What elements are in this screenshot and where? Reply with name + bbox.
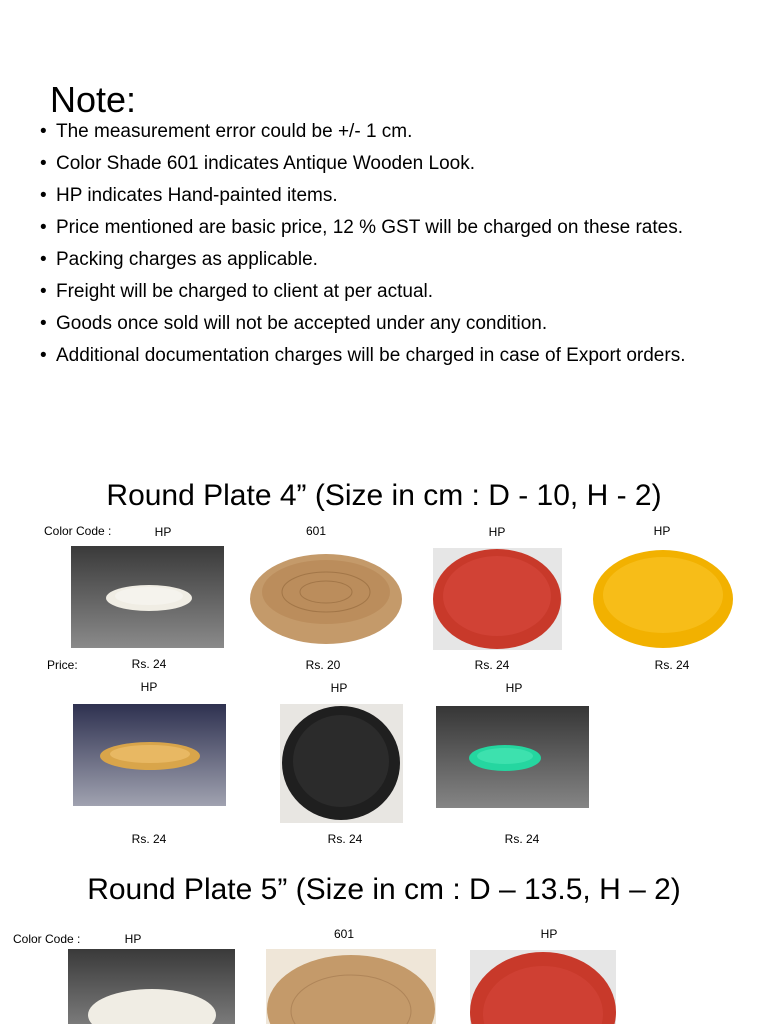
plate-image [68,949,235,1024]
product-photo-yellow-plate [592,547,734,650]
product-photo-red-plate-5 [470,950,616,1024]
color-code-label: Color Code : [44,524,112,538]
color-code-value: HP [505,681,523,695]
note-item: • Color Shade 601 indicates Antique Wooden Look. [40,152,700,176]
product-photo-wooden-plate-5 [266,949,436,1024]
product-photo-white-plate [71,546,224,648]
plate-image [71,546,224,648]
plate-image [73,704,226,806]
price-value: Rs. 24 [654,658,690,672]
note-item: • Packing charges as applicable. [40,248,700,272]
section-title-round-plate-4: Round Plate 4” (Size in cm : D - 10, H - 2) [106,479,662,512]
color-code-value: HP [653,524,671,538]
plate-image [433,548,562,650]
plate-image [592,547,734,650]
price-value: Rs. 20 [305,658,341,672]
product-photo-red-plate [433,548,562,650]
note-item: • HP indicates Hand-painted items. [40,184,700,208]
color-code-value: HP [154,525,172,539]
color-code-value: 601 [333,927,355,941]
price-label: Price: [47,658,78,672]
note-item: • Price mentioned are basic price, 12 % GST will be charged on these rates. [40,216,700,240]
plate-image [249,548,403,650]
product-photo-black-plate [280,704,403,823]
plate-image [280,704,403,823]
product-photo-white-plate-5 [68,949,235,1024]
price-value: Rs. 24 [504,832,540,846]
section-title-round-plate-5: Round Plate 5” (Size in cm : D – 13.5, H – 2) [87,873,681,906]
color-code-value: HP [540,927,558,941]
color-code-label: Color Code : [13,932,81,946]
color-code-value: 601 [305,524,327,538]
price-value: Rs. 24 [131,657,167,671]
note-title: Note: [50,79,137,120]
note-item: • Additional documentation charges will be charged in case of Export orders. [40,344,700,368]
color-code-value: HP [124,932,142,946]
price-value: Rs. 24 [474,658,510,672]
price-value: Rs. 24 [327,832,363,846]
product-photo-gold-plate [73,704,226,806]
product-photo-wooden-plate [249,548,403,650]
note-item: • Goods once sold will not be accepted under any condition. [40,312,700,336]
product-photo-green-plate [436,706,589,808]
plate-image [470,950,616,1024]
note-item: • The measurement error could be +/- 1 cm. [40,120,700,144]
note-list [40,120,700,376]
price-value: Rs. 24 [131,832,167,846]
plate-image [436,706,589,808]
plate-image [266,949,436,1024]
color-code-value: HP [330,681,348,695]
note-item: • Freight will be charged to client at per actual. [40,280,700,304]
color-code-value: HP [488,525,506,539]
color-code-value: HP [140,680,158,694]
